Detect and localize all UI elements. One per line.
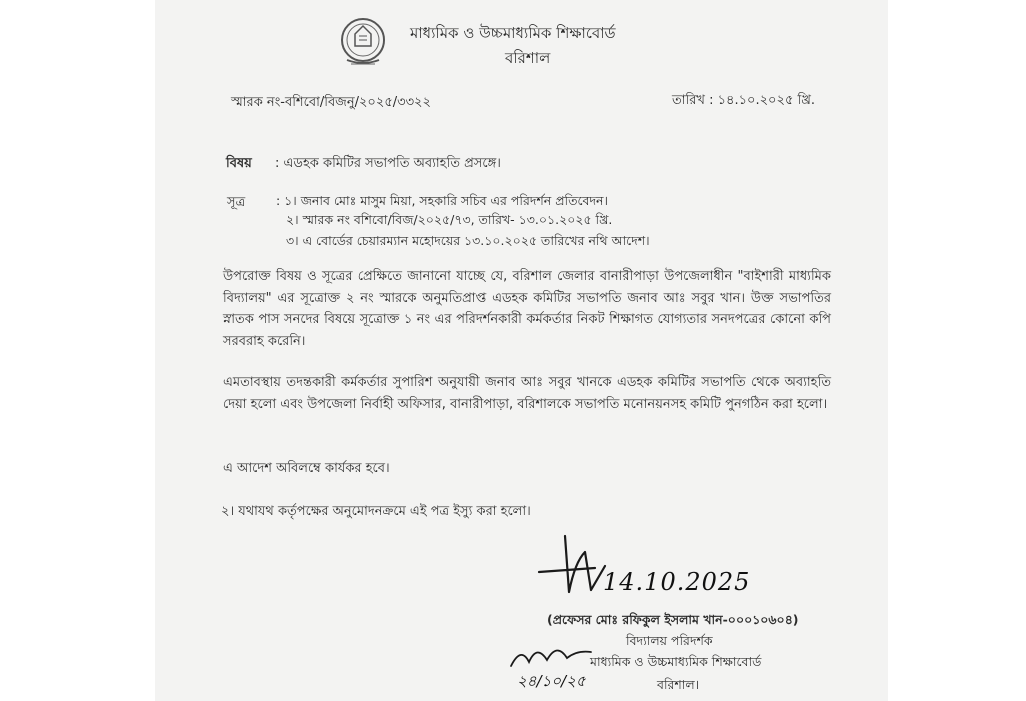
source-item-1: : ১। জনাব মোঃ মাসুম মিয়া, সহকারি সচিব এর পরিদর্শন প্রতিবেদন। xyxy=(276,193,608,208)
subject-text: : এডহক কমিটির সভাপতি অব্যাহতি প্রসঙ্গে। xyxy=(275,156,501,171)
initials-date: ২৪/১০/২৫ xyxy=(517,672,586,690)
board-name: মাধ্যমিক ও উচ্চমাধ্যমিক শিক্ষাবোর্ড xyxy=(410,24,616,42)
body-paragraph-3: এ আদেশ অবিলম্বে কার্যকর হবে। xyxy=(223,461,390,476)
signature-date: 14.10.2025 xyxy=(603,568,751,596)
signatory-designation: বিদ্যালয় পরিদর্শক xyxy=(626,633,713,648)
board-city: বরিশাল xyxy=(505,49,551,67)
body-paragraph-2: এমতাবস্থায় তদন্তকারী কর্মকর্তার সুপারিশ অনুযায়ী জনাব আঃ সবুর খানকে এডহক কমিটির সভাপতি থেকে অব্যাহতি দেয়া হলো এবং উপজেলা নির্বাহী অফিসার, বানারীপাড়া, বরিশালকে সভাপতি মনোনয়নসহ কমিটি পুনগঠিন করা হলো। xyxy=(223,375,831,412)
board-seal-logo xyxy=(333,14,393,70)
signatory-organization: মাধ্যমিক ও উচ্চমাধ্যমিক শিক্ষাবোর্ড xyxy=(590,654,762,669)
sources-label: সূত্র xyxy=(227,195,246,210)
document-page xyxy=(155,0,888,701)
subject-label: বিষয় xyxy=(226,156,252,171)
body-paragraph-4: ২। যথাযথ কর্তৃপক্ষের অনুমোদনক্রমে এই পত্র ইস্যু করা হলো। xyxy=(221,504,531,519)
memo-date: তারিখ : ১৪.১০.২০২৫ খ্রি. xyxy=(672,93,816,108)
source-item-3: ৩। এ বোর্ডের চেয়ারম্যান মহোদয়ের ১৩.১০.২০২৫ তারিখের নথি আদেশ। xyxy=(286,233,650,248)
body-paragraph-1: উপরোক্ত বিষয় ও সূত্রের প্রেক্ষিতে জানানো যাচ্ছে যে, বরিশাল জেলার বানারীপাড়া উপজেলাধীন "বাইশারী মাধ্যমিক বিদ্যালয়" এর সূত্রোক্ত ২ নং স্মারকে অনুমতিপ্রাপ্ত এডহক কমিটির সভাপতি জনাব আঃ সবুর খান। উক্ত সভাপতির স্নাতক পাস সনদের বিষয়ে সূত্রোক্ত ১ নং এর পরিদর্শনকারী কর্মকর্তার নিকট শিক্ষাগত যোগ্যতার সনদপত্রের কোনো কপি সরবরাহ করেনি। xyxy=(223,269,831,349)
memo-reference: স্মারক নং-বশিবো/বিজনু/২০২৫/৩৩২২ xyxy=(231,95,431,110)
source-item-2: ২। স্মারক নং বশিবো/বিজ/২০২৫/৭৩, তারিখ- ১৩.০১.২০২৫ খ্রি. xyxy=(286,212,613,227)
signatory-name: (প্রফেসর মোঃ রফিকুল ইসলাম খান-০০০১০৬০৪) xyxy=(547,612,799,627)
initials-scribble xyxy=(507,640,597,674)
signatory-city: বরিশাল। xyxy=(657,677,700,692)
